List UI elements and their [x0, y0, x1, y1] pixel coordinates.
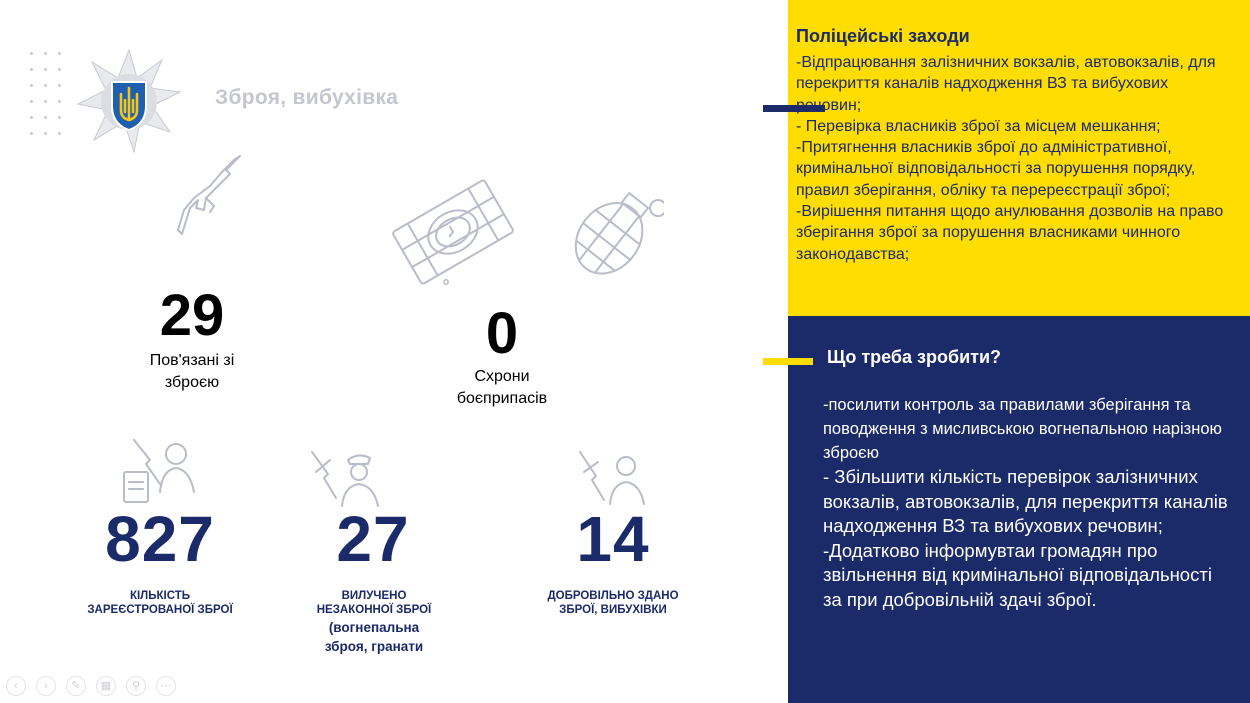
prev-icon: ‹ [14, 680, 18, 692]
slides-button[interactable] [96, 676, 116, 696]
todo-list [823, 393, 1228, 612]
surrendered-weapons-value: 14 [576, 503, 650, 575]
person-document-icon [116, 436, 198, 508]
more-icon: ⋯ [160, 680, 172, 692]
accent-bar-yellow [763, 358, 813, 365]
page-title: Зброя, вибухівка [215, 86, 399, 109]
police-measure-item: -Вирішення питання щодо анулювання дозволів на право зберігання зброї за порушення власниками чинного законодавства; [796, 203, 1224, 263]
zoom-button[interactable] [126, 676, 146, 696]
todo-title: Що треба зробити? [827, 347, 1002, 367]
seized-weapons-label: ВИЛУЧЕНО НЕЗАКОННОЇ ЗБРОЇ [316, 590, 432, 616]
police-measure-item: - Перевірка власників зброї за місцем мешкання; [796, 117, 1161, 135]
surrendered-weapons-label: ДОБРОВІЛЬНО ЗДАНО ЗБРОЇ, ВИБУХІВКИ [547, 590, 679, 616]
officer-rifle-icon [306, 448, 386, 510]
seized-weapons-note: (вогнепальна зброя, гранати [324, 620, 424, 654]
decorative-dot-grid [30, 52, 64, 152]
police-measure-item: -Притягнення власників зброї до адміністративної, кримінальної відповідальності за порушення порядку, правил зберігання, обліку та перереєстрації зброї; [796, 139, 1196, 199]
more-button[interactable] [156, 676, 176, 696]
pen-button[interactable] [66, 676, 86, 696]
registered-weapons-label: КІЛЬКІСТЬ ЗАРЕЄСТРОВАНОЇ ЗБРОЇ [87, 590, 233, 616]
police-measures-title: Поліцейські заходи [796, 26, 970, 46]
rifle-icon [176, 152, 246, 240]
person-rifle-icon [576, 448, 646, 510]
caches-stat-value: 0 [485, 301, 519, 366]
todo-item: - Збільшити кількість перевірок залізничних вокзалів, автовокзалів, для перекриття каналів надходження ВЗ та вибухових речовин; [823, 466, 1228, 536]
slides-icon: ▦ [100, 680, 112, 692]
grenade-icon [564, 174, 664, 282]
linked-stat-label: Пов'язані зі зброєю [149, 352, 235, 391]
todo-item: -посилити контроль за правилами зберігання та поводження з мисливською вогнепальною нарізною зброєю [823, 396, 1222, 462]
police-measures-list [796, 52, 1236, 265]
police-star-emblem-icon [74, 48, 184, 156]
explosive-charge-icon [388, 176, 518, 288]
pen-icon: ✎ [71, 680, 81, 692]
caches-stat-label: Схрони боєприпасів [456, 368, 548, 407]
next-slide-button[interactable] [36, 676, 56, 696]
zoom-icon: ⚲ [131, 680, 141, 692]
registered-weapons-value: 827 [105, 503, 215, 575]
linked-stat-value: 29 [159, 283, 225, 348]
prev-slide-button[interactable] [6, 676, 26, 696]
todo-item: -Додатково інформувтаи громадян про звільнення від кримінальної відповідальності за при добровільній здачі зброї. [823, 539, 1212, 610]
next-icon: › [44, 680, 48, 692]
seized-weapons-value: 27 [336, 503, 410, 575]
police-measure-item: -Відпрацювання залізничних вокзалів, автовокзалів, для перекриття каналів надходження ВЗ та вибухових речовин; [796, 54, 1216, 114]
